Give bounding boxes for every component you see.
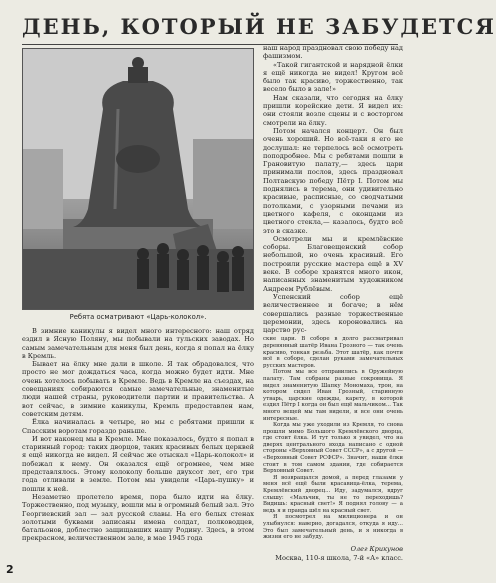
paragraph: Нам сказали, что сегодня на ёлку пришли корейские дети. Я видел их: они стояли возле сцены и с восторгом смотрели на ёлку. <box>263 93 403 127</box>
article-column-right-top <box>263 44 403 334</box>
paragraph: Я посмотрел на милиционера и он улыбнулся: наверно, догадался, откуда я иду... Это был замечательный день, и я никогда в жизни его не забуду. <box>263 514 403 541</box>
article-column-left <box>22 327 254 543</box>
paragraph: наш народ праздновал свою победу над фашизмом. <box>263 44 403 61</box>
photo-caption: Ребята осматривают «Царь-колокол». <box>69 313 207 321</box>
tsar-bell-photo <box>22 48 254 310</box>
paragraph: Потом мы все отправились в Оружейную палату. Там собраны разные сокровища. Я видел знаменитую Шапку Мономаха, трон, на котором сидел Иван Грозный, старинную утварь, царские одежды, карету, в которой ездил Пётр I когда он был ещё мальчиком... Так много вещей мы там видели, и все они очень интересные. <box>263 369 403 422</box>
page-headline: ДЕНЬ, КОТОРЫЙ НЕ ЗАБУДЕТСЯ <box>22 14 496 39</box>
paragraph: «Такой гигантской и нарядной ёлки я ещё никогда не видел! Кругом всё было так красиво, торжественно, так весело было в зале!» <box>263 60 403 94</box>
paragraph: Когда мы уже уходили из Кремля, то снова прошли мимо Большого Кремлёвского дворца, где стоит ёлка. И тут только я увидел, что на дверях центрального входа написано с одной стороны «Верховный Совет СССР», а с другой — «Верховный Совет РСФСР». Значит, наши ёлки стоит в том самом здании, где собирается Верховный Совет. <box>263 422 403 475</box>
paragraph: Бывает на ёлку мне дали в школе. Я так обрадовался, что просто не мог дождаться часа, когда можно будет идти. Мне очень хотелось побывать в Кремле. Ведь в Кремле на съездах, на совещаниях собираются самые замечательные, знаменитые люди нашей страны, руководители партии и правительства. А вот сейчас, в зимние каникулы, Кремль предоставлен нам, советским детям. <box>22 360 254 418</box>
paragraph: Осмотрели мы и кремлёвские соборы. Благовещенский собор небольшой, но очень красивый. Его построили русские мастера ещё в XV веке. В соборе хранятся много икон, написанных знаменитым художником Андреем Рублёвым. <box>263 234 403 293</box>
paragraph: Незаметно пролетело время, пора было идти на ёлку. Торжественно, под музыку, вошли мы в огромный белый зал. Это Георгиевский зал — зал русской славы. На его белых стенах золотыми буквами записаны имена солдат, полководцев, батальонов, доблестно защищавших нашу Родину. Здесь, в этом прекрасном, величественном зале, в мае 1945 года <box>22 492 254 543</box>
article-column-right-bottom <box>263 336 403 540</box>
paragraph: И вот наконец мы в Кремле. Мне показалось, будто я попал в старинный город: таких дворцов, таких красивых белых церквей я ещё никогда не видел. Я сейчас же отыскал «Царь-колокол» и побежал к нему. Он оказался ещё огромнее, чем мне представлялось. Этому колоколу больше двухсот лет, его три года отливали в земле. Потом мы увидели «Царь-пушку» и пошли к ней. <box>22 434 254 493</box>
paragraph: Ёлка начиналась в четыре, но мы с ребятами пришли к Спасским воротам гораздо раньше. <box>22 418 254 435</box>
author-name: Олег Крикунов <box>350 545 403 553</box>
paragraph: В зимние каникулы я видел много интересного: наш отряд ездил в Ясную Поляну, мы побывали на тульских заводах. Но самым замечательным для меня был день, когда я попал на ёлку в Кремль. <box>22 327 254 360</box>
author-school: Москва, 110-я школа, 7-й «А» класс. <box>275 553 403 562</box>
paragraph: Успенский собор ещё величественнее и богаче; в нём совершались разные торжественные церемонии, здесь короновались на царство рус- <box>263 292 403 335</box>
author-signature <box>263 545 403 562</box>
page-number: 2 <box>6 563 14 576</box>
paragraph: Я возвращался домой, а перед глазами у меня всё ещё были красавица-ёлка, терема, Кремлёвский дворец... Иду, задумался, вдруг слышу: «Мальчик, ты не то переходишь? Видишь: красный свет!» Я поднял голову — а ведь я и правда шёл на красный свет. <box>263 474 403 514</box>
paragraph: Потом начался концерт. Он был очень хороший. Но всё-таки я его не дослушал: не терпелось всё осмотреть поподробнее. Мы с ребятами пошли в Грановитую палату,— здесь цари принимали послов, здесь праздновал Полтавскую победу Пётр I. Потом мы поднялись в терема, они удивительно красивые, расписные, со сводчатыми потолками, с узорными печами из цветного кафеля, с оконцами из цветного стекла,— казалось, будто всё это в сказке. <box>263 126 403 235</box>
paragraph: ские цари. В соборе в долго рассматривал деревянный шатёр Ивана Грозного — так очень красиво, тонкая резьба. Этот шатёр, как почти всё в соборе, сделан руками замечательных русских мастеров. <box>263 336 403 369</box>
